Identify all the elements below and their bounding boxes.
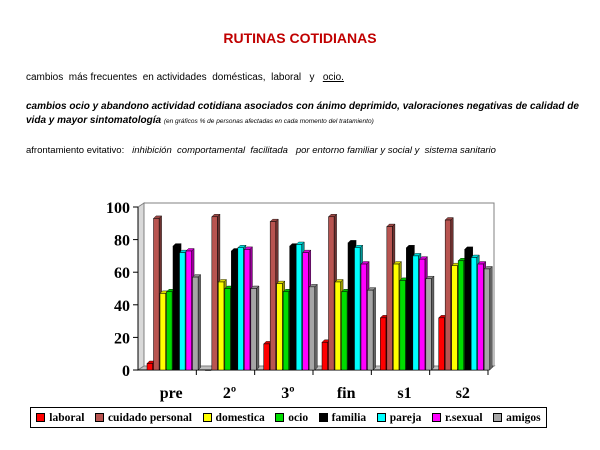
- line1-underlined-word: ocio.: [322, 72, 344, 83]
- bar: [303, 253, 309, 370]
- bar: [380, 318, 386, 370]
- bar: [471, 258, 477, 370]
- legend-label: pareja: [389, 411, 422, 424]
- x-category-label: s1: [397, 385, 412, 402]
- bar: [419, 259, 425, 370]
- bar: [212, 217, 218, 370]
- legend-item: [36, 412, 84, 424]
- bar-side: [490, 266, 493, 370]
- bar: [290, 246, 296, 370]
- bar: [484, 269, 490, 370]
- bar: [445, 220, 451, 370]
- slide-title: RUTINAS COTIDIANAS: [223, 30, 377, 46]
- legend-swatch: [319, 413, 328, 422]
- line2-note: (en gráficos % de personas afectadas en cada momento del tratamiento): [163, 118, 374, 125]
- bar: [154, 218, 160, 370]
- legend-item: [319, 412, 367, 424]
- legend-label: amigos: [506, 411, 541, 424]
- bar-side: [315, 284, 318, 370]
- legend-item: [432, 412, 483, 424]
- y-tick-label: 20: [114, 330, 130, 348]
- bar: [283, 292, 289, 370]
- chart-side-wall: [138, 203, 144, 370]
- bar: [225, 289, 231, 371]
- bar: [329, 217, 335, 370]
- legend-label: domestica: [215, 411, 265, 424]
- bar-side: [373, 288, 376, 370]
- legend-swatch: [95, 413, 104, 422]
- legend-swatch: [36, 413, 45, 422]
- bar: [270, 222, 276, 370]
- bar: [342, 292, 348, 370]
- legend-item: [493, 412, 541, 424]
- bar: [205, 370, 211, 371]
- x-category-label: pre: [159, 385, 183, 402]
- bar: [400, 280, 406, 370]
- legend-item: [95, 412, 192, 424]
- legend-label: ocio: [288, 411, 309, 424]
- bar: [335, 282, 341, 370]
- y-tick-label: 40: [114, 297, 130, 315]
- bar: [465, 249, 471, 370]
- bar: [277, 284, 283, 370]
- line1-text: cambios más frecuentes en actividades domésticas, laboral y: [26, 72, 323, 83]
- bar: [387, 227, 393, 370]
- legend-swatch: [432, 413, 441, 422]
- bar: [348, 243, 354, 370]
- y-tick-label: 60: [114, 265, 130, 283]
- bar: [439, 318, 445, 370]
- y-tick-label: 100: [106, 200, 130, 217]
- line3-italic: inhibición comportamental facilitada por entorno familiar y social y sistema sanitario: [132, 145, 496, 156]
- bar-side: [431, 276, 434, 370]
- bar: [296, 244, 302, 370]
- legend-item: [275, 412, 308, 424]
- bar: [160, 293, 166, 370]
- bar: [147, 363, 153, 370]
- y-tick-label: 0: [122, 363, 130, 380]
- bar: [309, 287, 315, 370]
- line3-label: afrontamiento evitativo:: [26, 145, 133, 156]
- bar: [186, 251, 192, 370]
- bar: [452, 266, 458, 370]
- bar: [218, 282, 224, 370]
- bar: [238, 248, 244, 370]
- legend-swatch: [203, 413, 212, 422]
- bar: [413, 256, 419, 370]
- legend-swatch: [493, 413, 502, 422]
- x-category-label: 2º: [222, 385, 237, 402]
- legend-swatch: [275, 413, 284, 422]
- legend-label: cuidado personal: [107, 411, 192, 424]
- bar-side: [198, 275, 201, 370]
- bar: [167, 292, 173, 370]
- bar: [264, 344, 270, 370]
- bar: [478, 264, 484, 370]
- bar: [426, 279, 432, 370]
- legend-label: r.sexual: [444, 411, 483, 424]
- bar: [244, 249, 250, 370]
- x-category-label: 3º: [281, 385, 295, 402]
- bar: [180, 253, 186, 370]
- legend-swatch: [377, 413, 386, 422]
- bar: [368, 290, 374, 370]
- bar: [173, 246, 179, 370]
- y-tick-label: 80: [114, 232, 130, 250]
- x-category-label: s2: [455, 385, 470, 402]
- line2-text: cambios ocio y abandono actividad cotidiana asociados con ánimo deprimido, valoraciones negativas de calidad de vida y mayor sintomatología: [26, 101, 579, 126]
- bar: [322, 342, 328, 370]
- legend-item: [203, 412, 265, 424]
- bar: [393, 264, 399, 370]
- bar-side: [256, 286, 259, 370]
- chart-legend: [30, 407, 547, 428]
- bar: [458, 261, 464, 370]
- bar: [251, 289, 257, 371]
- bar: [406, 248, 412, 370]
- x-category-label: fin: [336, 385, 356, 402]
- legend-label: familia: [331, 411, 367, 424]
- bar: [355, 248, 361, 370]
- bar: [361, 264, 367, 370]
- legend-item: [377, 412, 422, 424]
- bar: [231, 251, 237, 370]
- legend-label: laboral: [49, 411, 85, 424]
- bar: [193, 277, 199, 370]
